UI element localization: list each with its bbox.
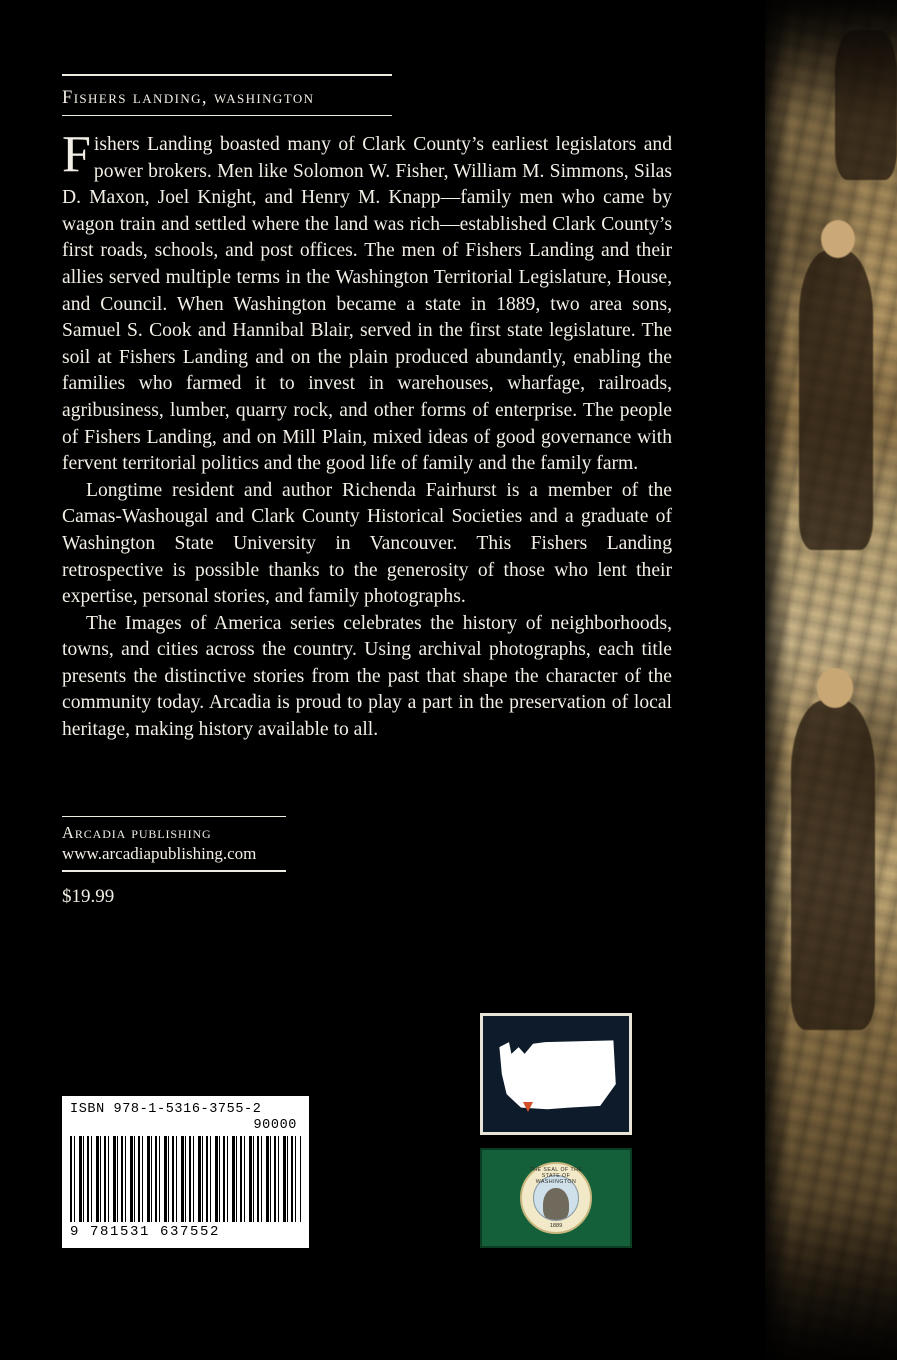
title-block [62,0,672,116]
barcode-bars [70,1136,301,1222]
washington-portrait [543,1188,569,1221]
publisher-url[interactable]: www.arcadiapublishing.com [62,844,257,864]
seal-ring-text: THE SEAL OF THE STATE OF WASHINGTON [529,1167,583,1185]
washington-state-outline-icon [480,1013,632,1135]
photo-shade-bottom [765,1200,897,1360]
price-label: $19.99 [62,885,115,907]
photo-figure-middle [799,250,873,550]
publisher-name: Arcadia publishing [62,823,212,843]
barcode-digits: 9 781531 637552 [70,1224,221,1240]
barcode-addon-text: 90000 [253,1118,297,1133]
title-rule-bottom [62,115,392,116]
photo-figure-lower [791,700,875,1030]
publisher-rule-top [62,816,286,818]
page-title: Fishers landing, washington [62,88,315,108]
barcode [62,1096,309,1248]
publisher-block [62,816,672,908]
washington-state-flag-icon [480,1148,632,1248]
location-pin-icon [523,1102,533,1112]
blurb-paragraph-1-text: ishers Landing boasted many of Clark County’s earliest legislators and power brokers. Men like Solomon W. Fisher, William M. Simmons, Silas D. Maxon, Joel Knight, and Henry M. Knapp—family men who came by wagon train and settled where the land was rich—established Clark County’s first roads, schools, and post offices. The men of Fishers Landing and their allies served multiple terms in the Washington Territorial Legislature, House, and Council. When Washington became a state in 1889, two area sons, Samuel S. Cook and Hannibal Blair, served in the first state legislature. The soil at Fishers Landing and on the plain produced abundantly, enabling the families who farmed it to invest in warehouses, wharfage, railroads, agribusiness, lumber, quarry rock, and other forms of enterprise. The people of Fishers Landing, and on Mill Plain, mixed ideas of good governance with fervent territorial politics and the good life of family and the family farm. [62,134,672,475]
barcode-isbn-text: ISBN 978-1-5316-3755-2 [70,1102,262,1117]
blurb-paragraph-3: The Images of America series celebrates the history of neighborhoods, towns, and cities across the country. Using archival photographs, each title presents the distinctive stories from the past that shape the character of the community today. Arcadia is proud to play a part in the preservation of local heritage, making history available to all. [62,612,672,741]
state-seal [520,1162,592,1234]
drop-cap: F [62,126,91,183]
blurb-paragraph-1 [62,126,672,478]
photo-shade-left [765,0,791,1360]
blurb-paragraph-2: Longtime resident and author Richenda Fairhurst is a member of the Camas-Washougal and Clark County Historical Societies and a graduate of Washington State University in Vancouver. This Fishers Landing retrospective is possible thanks to the generosity of those who lent their expertise, personal stories, and family photographs. [62,479,672,608]
seal-year: 1889 [549,1223,563,1229]
back-cover-content [62,0,672,1360]
state-shape [497,1032,617,1116]
cover-photo-strip [765,0,897,1360]
